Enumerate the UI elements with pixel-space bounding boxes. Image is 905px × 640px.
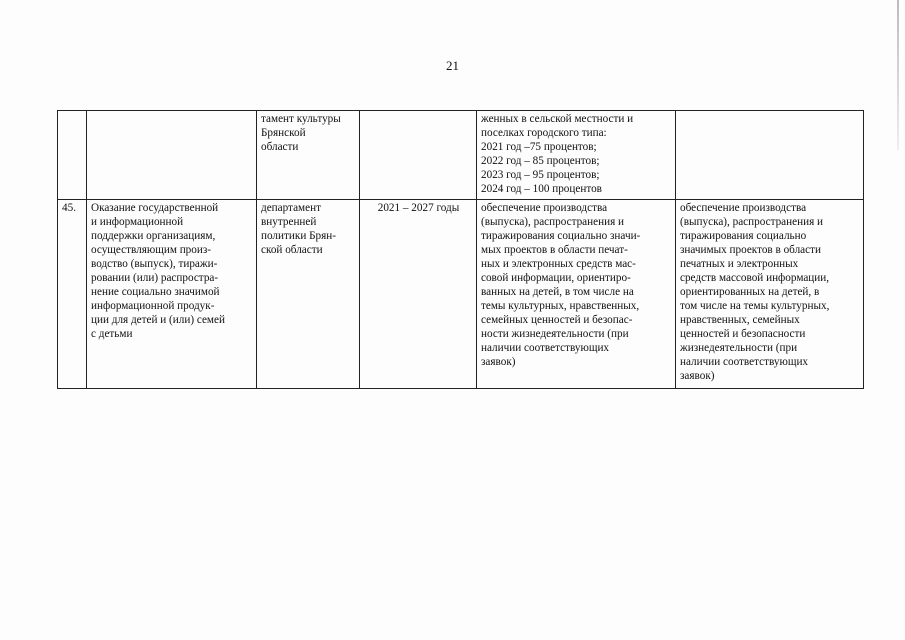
result-cell xyxy=(676,111,864,200)
executor-cell: тамент культуры Брянской области xyxy=(257,111,360,200)
table-row xyxy=(58,111,864,200)
executor-cell: департамент внутренней политики Брян- ской области xyxy=(257,200,360,389)
result-cell: обеспечение производства (выпуска), распространения и тиражирования социально значимых проектов в области печатных и электронных средств массовой информации, ориентированных на детей, в том числе на темы культурных, нравственных, семейных ценностей и безопасности жизнедеятельности (при наличии соответствующих заявок) xyxy=(676,200,864,389)
measures-table xyxy=(57,110,864,389)
page-number: 21 xyxy=(446,58,459,73)
indicators-cell: женных в сельской местности и поселках городского типа: 2021 год –75 процентов; 2022 год – 85 процентов; 2023 год – 95 процентов; 2024 год – 100 процентов xyxy=(477,111,676,200)
scan-edge-artifact xyxy=(897,0,899,150)
period-cell: 2021 – 2027 годы xyxy=(360,200,477,389)
measure-cell: Оказание государственной и информационной поддержки организациям, осуществляющим произ- водство (выпуск), тиражи- ровании (или) распростра- нение социально значимой информационной продук- ции для детей и (или) семей с детьми xyxy=(87,200,257,389)
row-number-cell xyxy=(58,111,87,200)
indicators-cell: обеспечение производства (выпуска), распространения и тиражирования социально значи- мых проектов в области печат- ных и электронных средств мас- совой информации, ориентиро- ванных на детей, в том числе на темы культурных, нравственных, семейных ценностей и безопас- ности жизнедеятельности (при наличии соответствующих заявок) xyxy=(477,200,676,389)
row-number-cell: 45. xyxy=(58,200,87,389)
period-cell xyxy=(360,111,477,200)
table-row xyxy=(58,200,864,389)
measure-cell xyxy=(87,111,257,200)
